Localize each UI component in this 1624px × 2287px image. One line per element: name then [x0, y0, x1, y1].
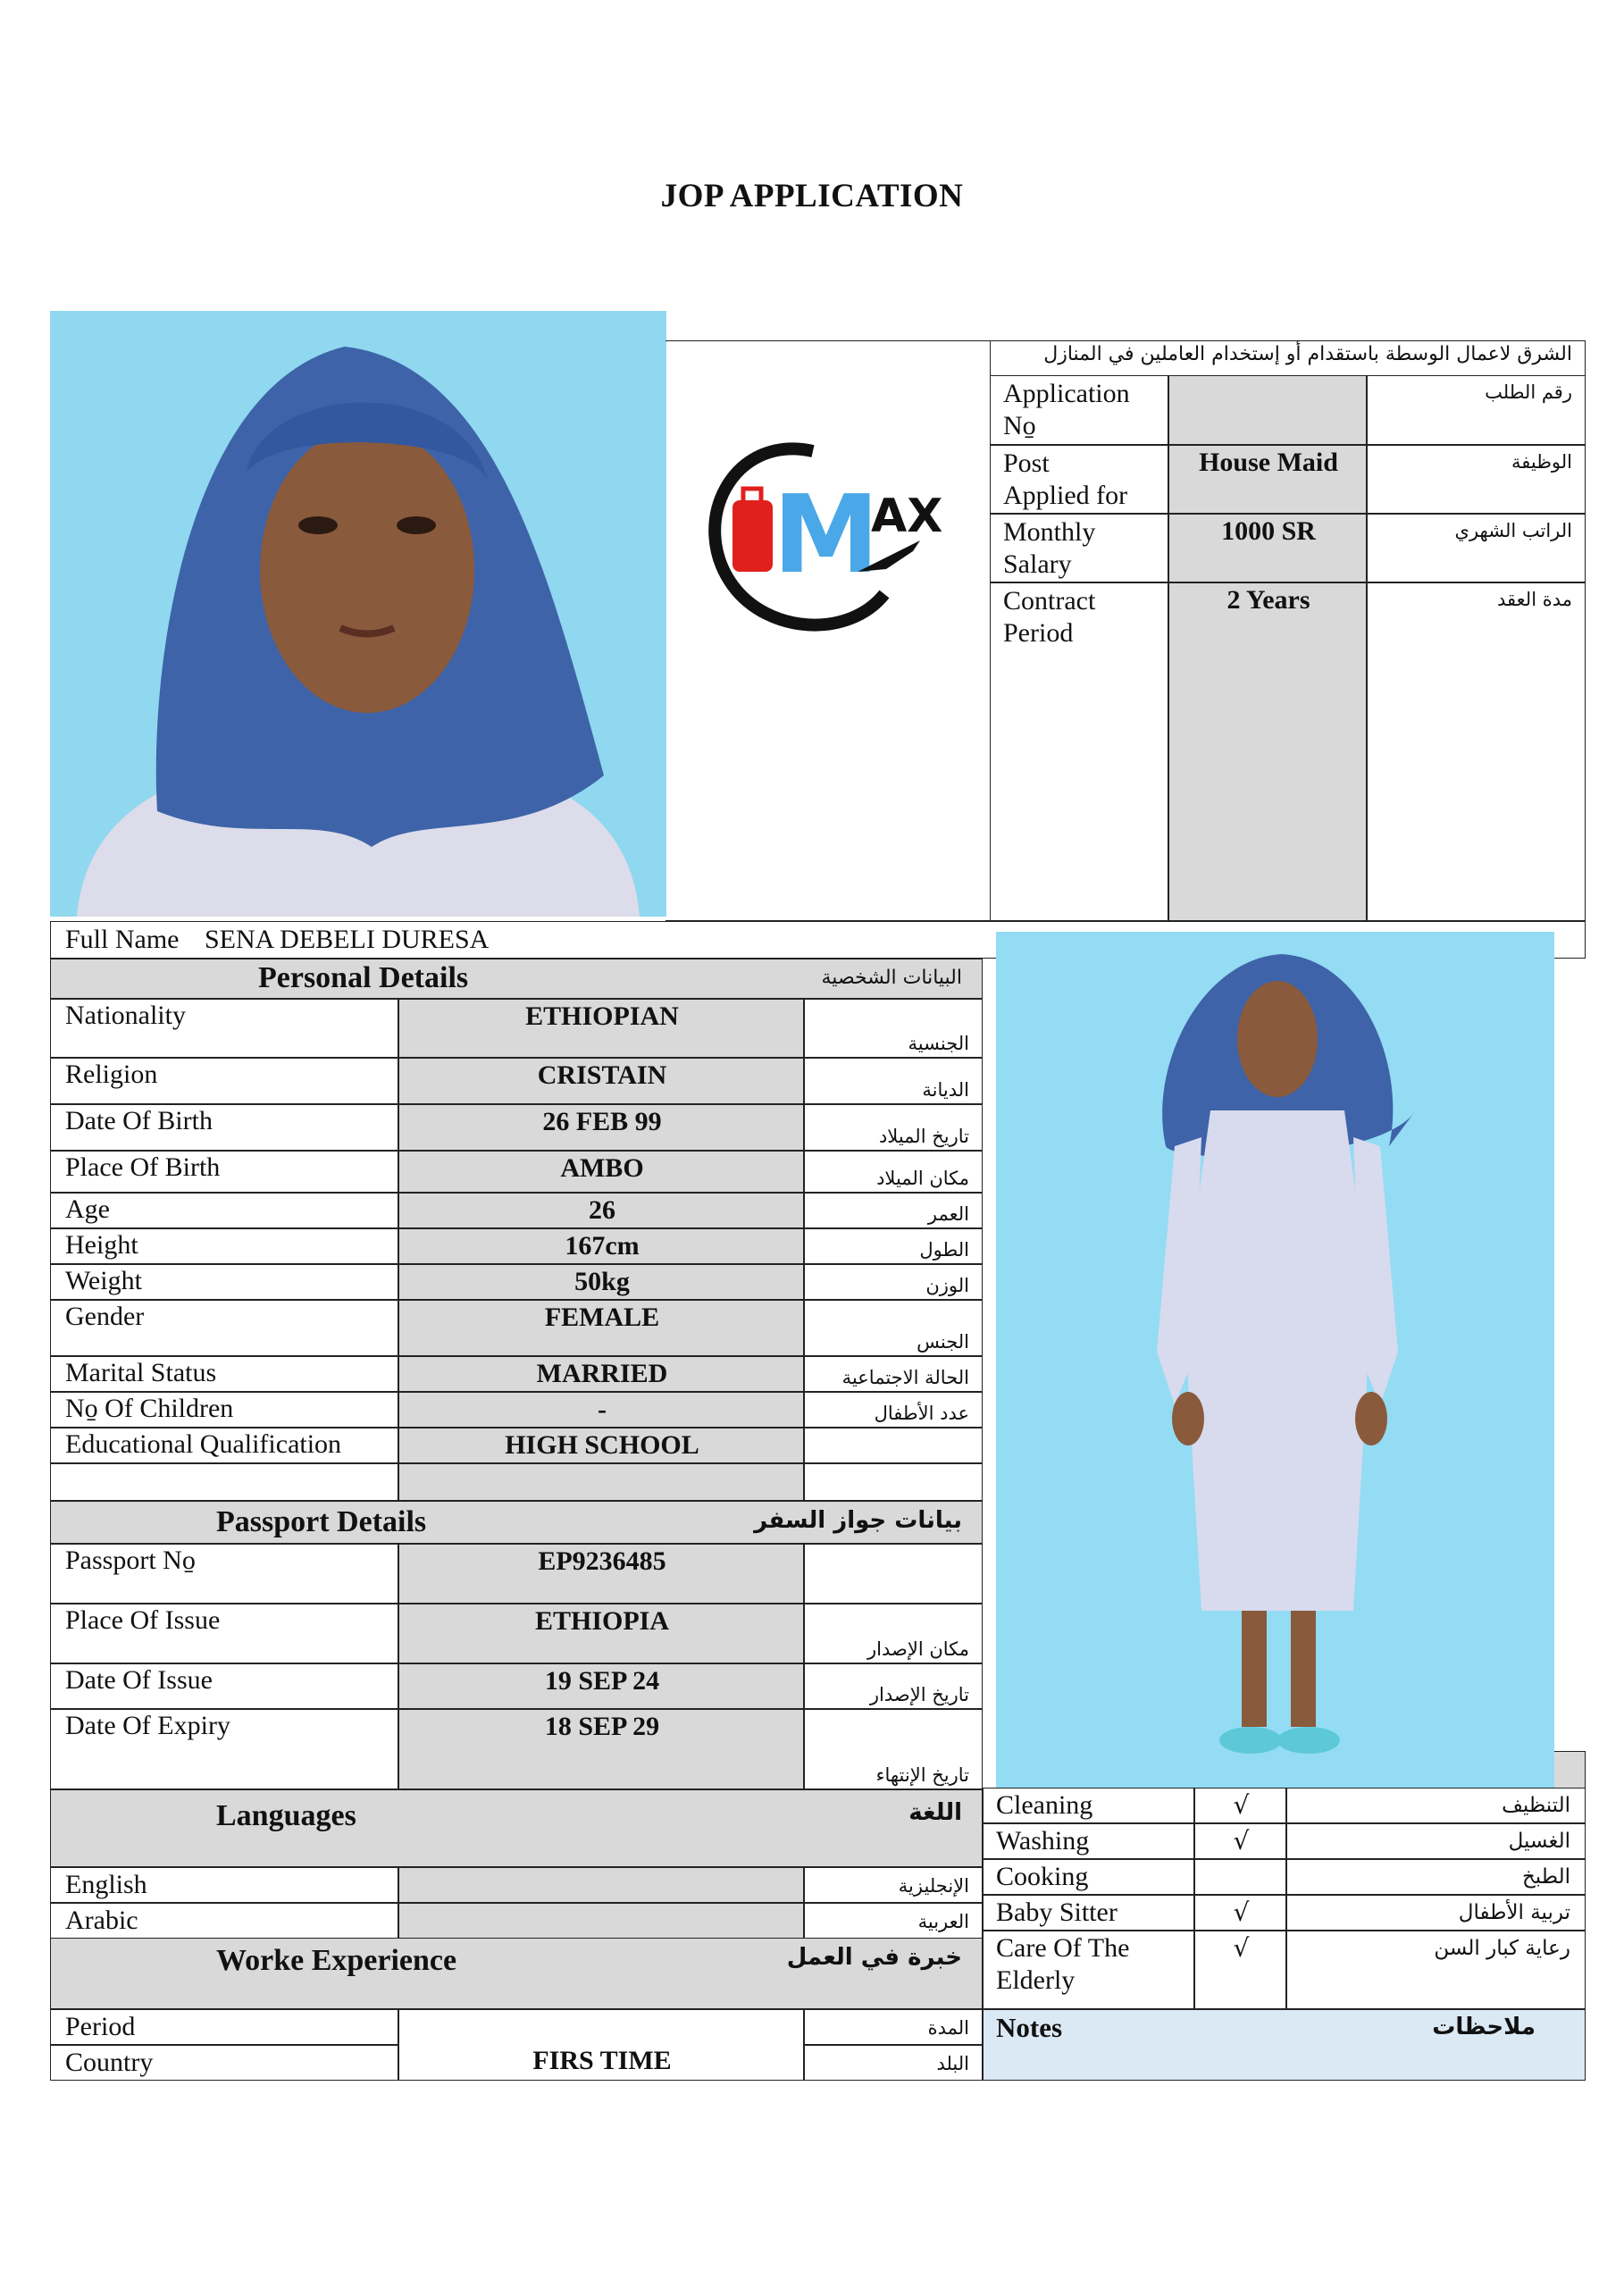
skill-row-arabic-cell	[1286, 1788, 1586, 1823]
skill-row-label-cell	[983, 1788, 1194, 1823]
application-row-value-cell	[1168, 445, 1367, 514]
application-row-arabic: رقم الطلب	[1485, 381, 1572, 403]
passport-row-label: Date Of Expiry	[65, 1711, 230, 1740]
language-level-cell	[398, 1903, 804, 1939]
passport-row-arabic: تاريخ الإصدار	[869, 1684, 969, 1705]
personal-row-label: Age	[65, 1194, 110, 1224]
personal-row-arabic-cell	[804, 999, 983, 1058]
passport-row-arabic-cell	[804, 1544, 983, 1604]
passport-row-value-cell	[398, 1544, 804, 1604]
personal-row-value: HIGH SCHOOL	[505, 1430, 699, 1460]
personal-row-value: -	[598, 1395, 607, 1424]
skill-check-cell	[1194, 1895, 1286, 1931]
personal-row-arabic: الوزن	[925, 1275, 969, 1296]
language-row-label: Arabic	[65, 1906, 138, 1935]
notes-label-arabic: ملاحظات	[1432, 2014, 1536, 2040]
personal-row-value: MARRIED	[536, 1359, 668, 1388]
personal-row-value-cell	[398, 1228, 804, 1264]
personal-row-label-cell	[50, 1228, 398, 1264]
skill-row-arabic: الغسيل	[1508, 1830, 1570, 1853]
skill-row-label: Washing	[996, 1826, 1090, 1856]
passport-row-label-cell	[50, 1663, 398, 1709]
personal-row-label-cell	[50, 1104, 398, 1151]
personal-row-value: 167cm	[565, 1231, 640, 1261]
application-row-arabic: الوظيفة	[1511, 451, 1572, 473]
language-row-label: English	[65, 1870, 147, 1899]
empty-row-cell	[804, 1463, 983, 1501]
language-row-arabic-cell	[804, 1867, 983, 1903]
personal-row-value-cell	[398, 1264, 804, 1300]
full-name-value: SENA DEBELI DURESA	[205, 925, 490, 954]
application-row-label-cell	[990, 514, 1168, 582]
passport-row-value-cell	[398, 1604, 804, 1663]
skill-row-arabic-cell	[1286, 1823, 1586, 1859]
personal-row-label: No̱ Of Children	[65, 1394, 234, 1423]
personal-row-arabic-cell	[804, 1193, 983, 1228]
personal-row-value-cell	[398, 999, 804, 1058]
experience-value: FIRS TIME	[532, 2046, 672, 2075]
personal-row-label: Educational Qualification	[65, 1429, 342, 1459]
language-row-arabic: العربية	[917, 1911, 969, 1932]
application-row-label: Monthly Salary	[1003, 517, 1096, 579]
personal-row-arabic-cell	[804, 1392, 983, 1428]
skill-row-label: Care Of The Elderly	[996, 1933, 1130, 1995]
personal-row-arabic: الجنسية	[908, 1033, 969, 1054]
personal-row-arabic: مكان الميلاد	[876, 1168, 969, 1189]
personal-row-label-cell	[50, 1428, 398, 1463]
skill-check-cell	[1194, 1931, 1286, 2009]
personal-row-value: ETHIOPIAN	[525, 1001, 679, 1031]
language-row-label-cell	[50, 1867, 398, 1903]
passport-row-value: 18 SEP 29	[544, 1712, 660, 1741]
application-row-label: Application No̱	[1003, 379, 1130, 440]
personal-row-value: FEMALE	[544, 1303, 660, 1332]
application-row-arabic-cell	[1367, 375, 1586, 445]
skill-row-label-cell	[983, 1823, 1194, 1859]
application-row-value-cell	[1168, 514, 1367, 582]
skill-row-label-cell	[983, 1931, 1194, 2009]
skill-row-arabic: الطبخ	[1521, 1865, 1570, 1889]
application-row-arabic: مدة العقد	[1497, 589, 1572, 610]
passport-row-label-cell	[50, 1709, 398, 1789]
passport-row-arabic: تاريخ الإنتهاء	[875, 1764, 969, 1786]
application-row-label-cell	[990, 375, 1168, 445]
personal-row-label: Height	[65, 1230, 138, 1260]
personal-row-label: Marital Status	[65, 1358, 217, 1387]
svg-text:M: M	[773, 473, 880, 598]
application-row-value-cell	[1168, 375, 1367, 445]
personal-row-arabic-cell	[804, 1228, 983, 1264]
empty-row-cell	[398, 1463, 804, 1501]
personal-row-label: Date Of Birth	[65, 1106, 213, 1135]
personal-row-value-cell	[398, 1058, 804, 1104]
application-row-label-cell	[990, 582, 1168, 921]
check-mark-icon: √	[1233, 1826, 1250, 1856]
personal-row-label: Place Of Birth	[65, 1152, 221, 1182]
full-name-label: Full Name	[65, 925, 180, 954]
personal-row-value: 26 FEB 99	[542, 1107, 662, 1136]
personal-row-label: Weight	[65, 1266, 142, 1295]
country-label-cell: Country	[50, 2045, 398, 2081]
passport-details-header: Passport Details بيانات جواز السفر	[50, 1501, 983, 1544]
passport-row-label: Date Of Issue	[65, 1665, 213, 1695]
application-row-arabic: الراتب الشهري	[1454, 520, 1572, 541]
skill-row-label: Baby Sitter	[996, 1897, 1118, 1927]
personal-row-arabic-cell	[804, 1428, 983, 1463]
personal-row-value-cell	[398, 1193, 804, 1228]
personal-row-label: Gender	[65, 1302, 145, 1331]
skill-row-label: Cleaning	[996, 1790, 1093, 1820]
page-title: JOP APPLICATION	[660, 178, 964, 214]
skill-row-arabic: التنظيف	[1502, 1794, 1570, 1817]
experience-value-cell	[398, 2009, 804, 2081]
application-row-label-cell	[990, 445, 1168, 514]
personal-row-value-cell	[398, 1428, 804, 1463]
personal-row-arabic-cell	[804, 1058, 983, 1104]
passport-row-value-cell	[398, 1663, 804, 1709]
passport-row-arabic-cell	[804, 1604, 983, 1663]
passport-row-value: 19 SEP 24	[544, 1666, 660, 1696]
personal-row-label-cell	[50, 1058, 398, 1104]
personal-row-arabic: الديانة	[922, 1079, 969, 1101]
passport-row-label-cell	[50, 1544, 398, 1604]
skill-row-arabic-cell	[1286, 1859, 1586, 1895]
personal-row-value: AMBO	[560, 1153, 644, 1183]
check-mark-icon: √	[1233, 1790, 1250, 1820]
personal-row-label-cell	[50, 1151, 398, 1193]
application-row-value-cell	[1168, 582, 1367, 921]
personal-row-arabic-cell	[804, 1151, 983, 1193]
personal-row-arabic: تاريخ الميلاد	[878, 1126, 969, 1147]
language-row-arabic-cell	[804, 1903, 983, 1939]
passport-row-arabic: مكان الإصدار	[867, 1638, 969, 1660]
skill-row-arabic-cell	[1286, 1931, 1586, 2009]
agency-name-arabic: الشرق لاعمال الوسطة باستقدام أو إستخدام العاملين في المنازل	[1043, 343, 1572, 365]
application-row-arabic-cell	[1367, 582, 1586, 921]
personal-row-label: Religion	[65, 1060, 158, 1089]
personal-row-label-cell	[50, 1392, 398, 1428]
personal-row-arabic-cell	[804, 1356, 983, 1392]
skill-check-cell	[1194, 1823, 1286, 1859]
personal-row-label-cell	[50, 999, 398, 1058]
application-row-value: 2 Years	[1226, 585, 1310, 615]
personal-row-arabic: عدد الأطفال	[874, 1403, 969, 1424]
personal-row-label-cell	[50, 1264, 398, 1300]
personal-row-value-cell	[398, 1151, 804, 1193]
personal-row-value-cell	[398, 1300, 804, 1356]
skill-check-cell	[1194, 1859, 1286, 1895]
skill-row-label-cell	[983, 1859, 1194, 1895]
notes-label: Notes	[996, 2012, 1063, 2043]
portrait-photo	[50, 311, 666, 917]
skill-row-label: Cooking	[996, 1862, 1089, 1891]
personal-row-arabic-cell	[804, 1104, 983, 1151]
personal-row-value: CRISTAIN	[537, 1060, 667, 1090]
application-row-value: House Maid	[1199, 448, 1338, 477]
empty-row-cell	[50, 1463, 398, 1501]
personal-row-label-cell	[50, 1356, 398, 1392]
application-row-label: Post Applied for	[1003, 448, 1128, 510]
personal-row-value: 26	[589, 1195, 615, 1225]
language-row-label-cell	[50, 1903, 398, 1939]
svg-text:AX: AX	[871, 490, 943, 543]
skill-row-arabic-cell	[1286, 1895, 1586, 1931]
language-level-cell	[398, 1867, 804, 1903]
passport-row-value-cell	[398, 1709, 804, 1789]
passport-row-value: EP9236485	[538, 1546, 666, 1576]
passport-row-value: ETHIOPIA	[534, 1606, 670, 1636]
personal-row-label-cell	[50, 1300, 398, 1356]
passport-row-label: Passport No̱	[65, 1546, 196, 1575]
skill-row-arabic: رعاية كبار السن	[1434, 1937, 1570, 1960]
personal-row-arabic-cell	[804, 1264, 983, 1300]
company-logo	[679, 415, 947, 648]
personal-row-arabic: العمر	[927, 1203, 969, 1225]
application-row-label: Contract Period	[1003, 586, 1096, 648]
personal-row-value-cell	[398, 1356, 804, 1392]
skill-row-arabic: تربية الأطفال	[1458, 1901, 1570, 1924]
personal-row-arabic: الطول	[919, 1239, 969, 1261]
personal-row-value-cell	[398, 1104, 804, 1151]
passport-row-label-cell	[50, 1604, 398, 1663]
passport-row-arabic-cell	[804, 1663, 983, 1709]
personal-row-arabic-cell	[804, 1300, 983, 1356]
application-row-arabic-cell	[1367, 445, 1586, 514]
skill-row-label-cell	[983, 1895, 1194, 1931]
period-label-cell: Period	[50, 2009, 398, 2045]
personal-row-value: 50kg	[574, 1267, 630, 1296]
application-row-value: 1000 SR	[1221, 516, 1316, 546]
personal-row-arabic: الجنس	[917, 1331, 969, 1353]
skill-check-cell	[1194, 1788, 1286, 1823]
personal-row-label-cell	[50, 1193, 398, 1228]
personal-row-value-cell	[398, 1392, 804, 1428]
personal-details-header: Personal Details البيانات الشخصية	[50, 959, 983, 999]
full-body-photo	[996, 932, 1554, 1788]
passport-row-label: Place Of Issue	[65, 1605, 221, 1635]
application-row-arabic-cell	[1367, 514, 1586, 582]
passport-row-arabic-cell	[804, 1709, 983, 1789]
notes-section	[983, 2009, 1586, 2081]
check-mark-icon: √	[1233, 1933, 1250, 1963]
personal-row-arabic: الحالة الاجتماعية	[841, 1367, 969, 1388]
check-mark-icon: √	[1233, 1897, 1250, 1927]
language-row-arabic: الإنجليزية	[898, 1875, 969, 1897]
work-experience-header: Worke Experience خبرة في العمل	[50, 1938, 983, 2009]
languages-header: Languages اللغة	[50, 1789, 983, 1867]
personal-row-label: Nationality	[65, 1001, 186, 1030]
